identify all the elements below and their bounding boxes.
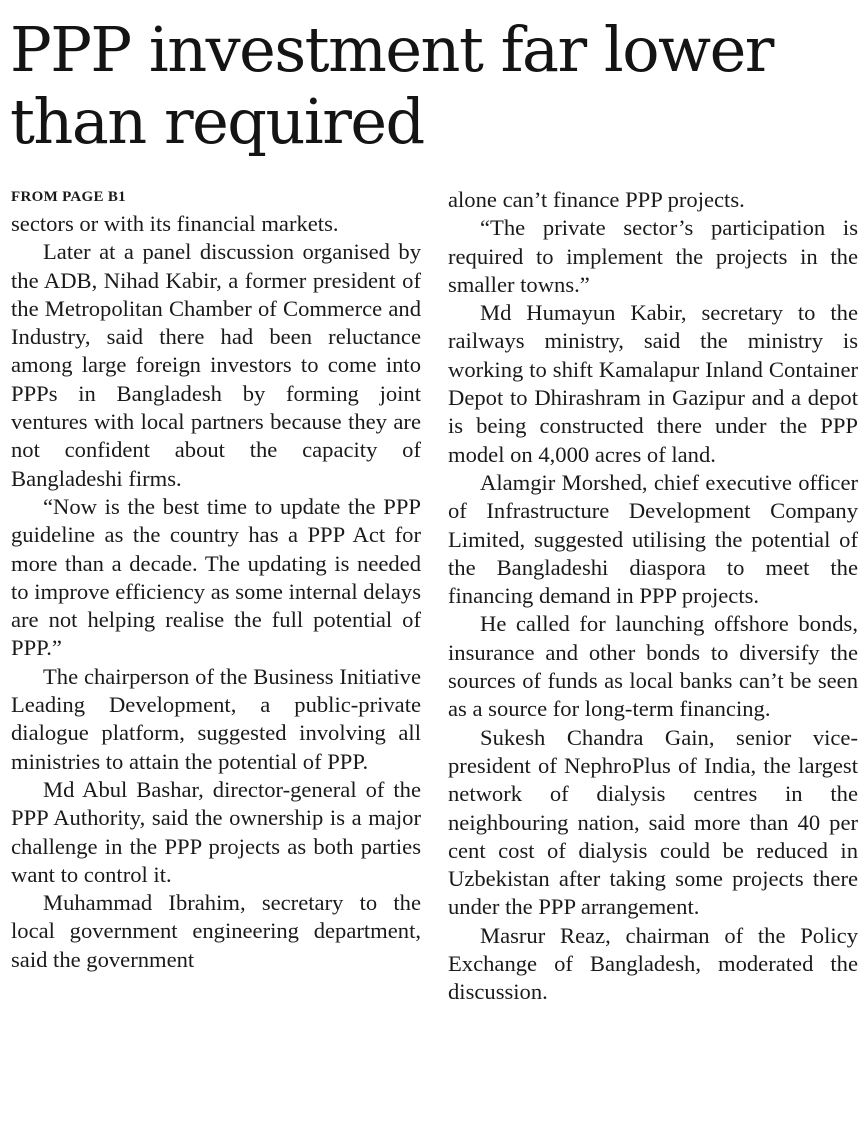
paragraph: Md Humayun Kabir, secretary to the railways ministry, said the ministry is working to shift Kamalapur Inland Container Depot to Dhirashram in Gazipur and a depot is being constructed there under the PPP model on 4,000 acres of land. (448, 300, 858, 467)
paragraph: Sukesh Chandra Gain, senior vice-president of NephroPlus of India, the largest network of dialysis centres in the neighbouring nation, said more than 40 per cent cost of dialysis could be reduced in Uzbekistan after taking some projects there under the PPP arrangement. (448, 724, 858, 920)
headline: PPP investment far lower than required (10, 13, 773, 158)
right-column (448, 186, 858, 1007)
paragraph: “Now is the best time to update the PPP guideline as the country has a PPP Act for more than a decade. The updating is needed to improve efficiency as some internal delays are not helping realise the full potential of PPP.” (11, 493, 421, 661)
paragraph: Alamgir Morshed, chief executive officer of Infrastructure Development Company Limited, suggested utilising the potential of the Bangladeshi diaspora to meet the financing demand in PPP projects. (448, 469, 858, 609)
paragraph: “The private sector’s participation is required to implement the projects in the smaller towns.” (448, 215, 858, 297)
paragraph: Masrur Reaz, chairman of the Policy Exchange of Bangladesh, moderated the discussion. (448, 922, 858, 1005)
paragraph: alone can’t finance PPP projects. (448, 187, 745, 212)
paragraph: Muhammad Ibrahim, secretary to the local government engineering department, said the government (11, 890, 421, 972)
paragraph: Md Abul Bashar, director-general of the PPP Authority, said the ownership is a major challenge in the PPP projects as both parties want to control it. (11, 776, 421, 887)
paragraph: He called for launching offshore bonds, insurance and other bonds to diversify the sources of funds as local banks can’t be seen as a source for long-term financing. (448, 611, 858, 722)
jump-line: FROM PAGE B1 (11, 189, 126, 205)
paragraph: sectors or with its financial markets. (11, 211, 339, 236)
paragraph: The chairperson of the Business Initiative Leading Development, a public-private dialogue platform, suggested involving all ministries to attain the potential of PPP. (11, 663, 421, 774)
left-column (11, 186, 421, 974)
paragraph: Later at a panel discussion organised by the ADB, Nihad Kabir, a former president of the Metropolitan Chamber of Commerce and Industry, said there had been reluctance among large foreign investors to come into PPPs in Bangladesh by forming joint ventures with local partners because they are not confident about the capacity of Bangladeshi firms. (11, 239, 421, 491)
